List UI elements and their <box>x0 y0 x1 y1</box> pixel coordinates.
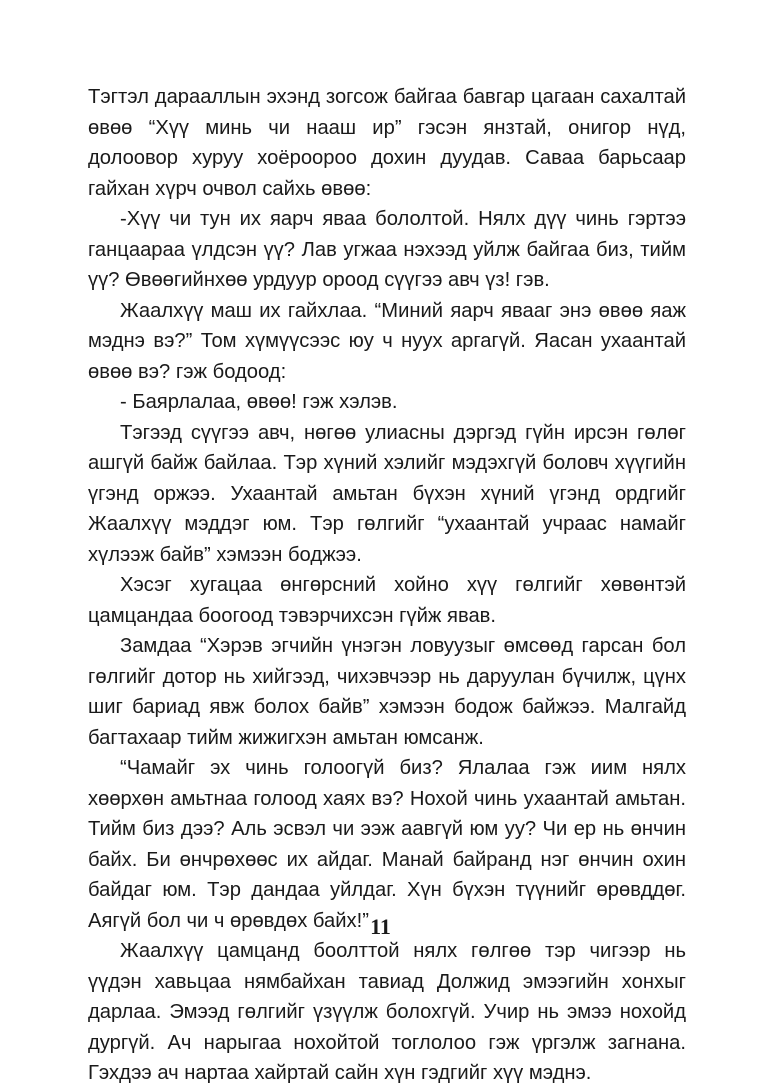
paragraph-2: -Хүү чи тун их яарч яваа бололтой. Нялх дүү чинь гэртээ ганцаараа үлдсэн үү? Лав угжаа нэхээд уйлж байгаа биз, тийм үү? Өвөөгийнхөө урдуур ороод сүүгээ авч үз! гэв. <box>88 208 686 291</box>
paragraph-3: Жаалхүү маш их гайхлаа. “Миний яарч явааг энэ өвөө яаж мэднэ вэ?” Том хүмүүсээс юу ч нуух аргагүй. Яасан ухаантай өвөө вэ? гэж бодоод: <box>88 299 686 383</box>
paragraph-1: Тэгтэл дарааллын эхэнд зогсож байгаа бавгар цагаан сахалтай өвөө “Хүү минь чи нааш ир” гэсэн янзтай, онигор нүд, долоовор хуруу хоёроороо дохин дуудав. Саваа барьсаар гайхан хүрч очвол сайхь өвөө: <box>88 86 686 200</box>
paragraph-4: - Баярлалаа, өвөө! гэж хэлэв. <box>120 391 398 413</box>
page-number: 11 <box>370 914 391 939</box>
paragraph-7: Замдаа “Хэрэв эгчийн үнэгэн ловуузыг өмсөөд гарсан бол гөлгийг дотор нь хийгээд, чихэвчээр нь даруулан бүчилж, цүнх шиг бариад явж болох байв” хэмээн бодож байжээ. Малгайд багтахаар тийм жижигхэн амьтан юмсанж. <box>88 635 686 749</box>
paragraph-9: Жаалхүү цамцанд боолттой нялх гөлгөө тэр чигээр нь үүдэн хавьцаа нямбайхан тавиад Должид эмээгийн хонхыг дарлаа. Эмээд гөлгийг үзүүлж болохгүй. Учир нь эмээ нохойд дургүй. Ач нарыгаа нохойтой тоглолоо гэж үргэлж загнана. Гэхдээ ач нартаа хайртай сайн хүн гэдгийг хүү мэднэ. <box>88 940 686 1084</box>
paragraph-6: Хэсэг хугацаа өнгөрсний хойно хүү гөлгийг хөвөнтэй цамцандаа боогоод тэвэрчихсэн гүйж явав. <box>88 574 686 627</box>
paragraph-8: “Чамайг эх чинь голоогүй биз? Ялалаа гэж иим нялх хөөрхөн амьтнаа голоод хаях вэ? Нохой чинь ухаантай амьтан. Тийм биз дээ? Аль эсвэл чи ээж аавгүй юм уу? Чи ер нь өнчин байх. Би өнчрөхөөс их айдаг. Манай байранд нэг өнчин охин байдаг юм. Тэр дандаа уйлдаг. Хүн бүхэн түүнийг өрөвддөг. Аягүй бол чи ч өрөвдөх байх!” <box>88 757 686 932</box>
paragraph-5: Тэгээд сүүгээ авч, нөгөө улиасны дэргэд гүйн ирсэн гөлөг ашгүй байж байлаа. Тэр хүний хэлийг мэдэхгүй боловч хүүгийн үгэнд оржээ. Ухаантай амьтан бүхэн хүний үгэнд ордгийг Жаалхүү мэддэг юм. Тэр гөлгийг “ухаантай учраас намайг хүлээж байв” хэмээн боджээ. <box>88 421 686 566</box>
